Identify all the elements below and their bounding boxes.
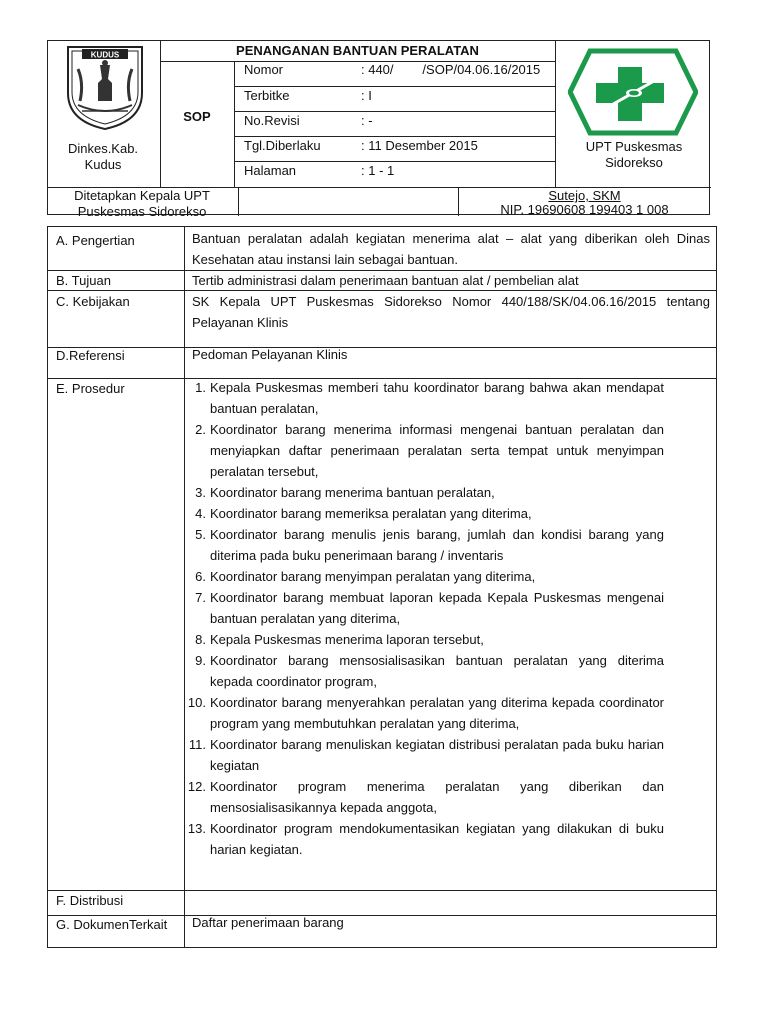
procedure-step: 12. Koordinator program menerima peralatan yang diberikan dan mensosialisasikannya kepada anggota, — [187, 779, 664, 815]
org-left-name: Dinkes.Kab. Kudus — [67, 141, 139, 172]
sop-label: SOP — [183, 109, 211, 124]
procedure-step: 13. Koordinator program mendokumentasikan kegiatan yang dilakukan di buku harian kegiatan. — [187, 821, 664, 857]
procedure-step: 3. Koordinator barang menerima bantuan peralatan, — [195, 485, 495, 500]
row-value-nomor: : 440/ /SOP/04.06.16/2015 — [361, 62, 541, 77]
row-value-halaman: : 1 - 1 — [361, 163, 395, 178]
row-value-revisi: : - — [361, 113, 373, 128]
text-referensi: Pedoman Pelayanan Klinis — [192, 347, 348, 362]
row-label-nomor: Nomor — [244, 62, 284, 77]
procedure-step: 1. Kepala Puskesmas memberi tahu koordinator barang bahwa akan mendapat bantuan peralatan, — [195, 380, 664, 416]
procedure-step: 9. Koordinator barang mensosialisasikan bantuan peralatan yang diterima kepada coordinator program, — [195, 653, 664, 689]
row-value-tgl: : 11 Desember 2015 — [361, 138, 478, 153]
kudus-crest-logo — [62, 43, 148, 131]
logo-left-text: KUDUS — [90, 50, 120, 60]
row-label-tgl: Tgl.Diberlaku — [244, 138, 321, 153]
org-right-name: UPT Puskesmas Sidorekso — [585, 139, 683, 170]
procedure-step: 8. Kepala Puskesmas menerima laporan tersebut, — [195, 632, 484, 647]
label-prosedur: E. Prosedur — [56, 381, 125, 396]
signer-name: Sutejo, SKM — [548, 188, 621, 203]
label-kebijakan: C. Kebijakan — [56, 294, 130, 309]
page-title: PENANGANAN BANTUAN PERALATAN — [236, 43, 479, 58]
procedure-step: 6. Koordinator barang menyimpan peralatan yang diterima, — [195, 569, 536, 584]
text-pengertian: Bantuan peralatan adalah kegiatan menerima alat – alat yang diberikan oleh Dinas Kesehatan atau instansi lain sebagai bantuan. — [192, 231, 710, 267]
row-label-halaman: Halaman — [244, 163, 297, 178]
text-tujuan: Tertib administrasi dalam penerimaan bantuan alat / pembelian alat — [192, 273, 579, 288]
ditetapkan-label: Ditetapkan Kepala UPT Puskesmas Sidorekso — [74, 188, 210, 219]
text-dokumen-terkait: Daftar penerimaan barang — [192, 915, 344, 930]
procedure-step: 7. Koordinator barang membuat laporan kepada Kepala Puskesmas mengenai bantuan peralatan yang diterima, — [195, 590, 664, 626]
puskesmas-logo — [568, 47, 698, 137]
procedure-list — [184, 377, 664, 860]
procedure-step: 5. Koordinator barang menulis jenis barang, jumlah dan kondisi barang yang diterima pada buku penerimaan barang / inventaris — [195, 527, 664, 563]
procedure-step: 4. Koordinator barang memeriksa peralatan yang diterima, — [195, 506, 532, 521]
label-dokumen-terkait: G. DokumenTerkait — [56, 917, 168, 932]
row-value-terbitke: : I — [361, 88, 372, 103]
sop-header-table — [47, 40, 710, 219]
label-distribusi: F. Distribusi — [56, 893, 124, 908]
procedure-step: 10. Koordinator barang menyerahkan peralatan yang diterima kepada coordinator program yang membutuhkan peralatan yang diterima, — [187, 695, 664, 731]
label-pengertian: A. Pengertian — [56, 233, 135, 248]
row-label-revisi: No.Revisi — [244, 113, 300, 128]
row-label-terbitke: Terbitke — [244, 88, 290, 103]
signer-nip: NIP. 19690608 199403 1 008 — [500, 202, 669, 217]
text-kebijakan: SK Kepala UPT Puskesmas Sidorekso Nomor 440/188/SK/04.06.16/2015 tentang Pelayanan Klinis — [192, 294, 710, 330]
label-tujuan: B. Tujuan — [56, 273, 111, 288]
sop-content-table — [47, 226, 717, 948]
procedure-step: 11. Koordinator barang menuliskan kegiatan distribusi peralatan pada buku harian kegiatan — [188, 737, 664, 773]
procedure-step: 2. Koordinator barang menerima informasi mengenai bantuan peralatan dan menyiapkan daftar penerimaan peralatan serta tempat untuk menyimpan peralatan tersebut, — [195, 422, 664, 479]
label-referensi: D.Referensi — [56, 348, 125, 363]
